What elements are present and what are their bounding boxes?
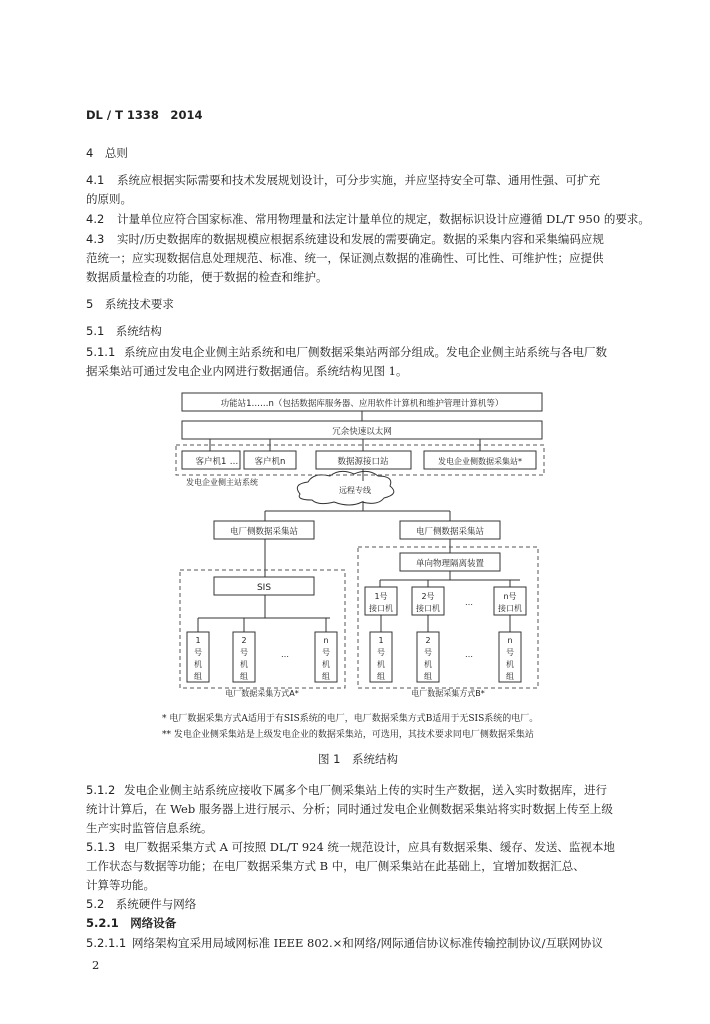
- unit-b-1-c4: 组: [377, 672, 385, 681]
- plant-station-b-label: 电厂侧数据采集站: [415, 527, 485, 537]
- mode-a-label: 电厂数据采集方式A*: [225, 689, 299, 698]
- unit-a-n-c3: 机: [322, 660, 330, 669]
- figure-note-1: * 电厂数据采集方式A适用于有SIS系统的电厂，电厂数据采集方式B适用于无SIS系统的电厂。: [162, 714, 539, 724]
- unit-a-2-c3: 机: [240, 660, 248, 669]
- unit-b-n-c2: 号: [506, 648, 514, 657]
- section-5-title: 5 系统技术要求: [86, 297, 174, 311]
- section-5-1-title: 5.1 系统结构: [86, 324, 162, 338]
- para-4-1-line-2: 的原则。: [86, 192, 132, 206]
- unit-b-2-c4: 组: [424, 672, 432, 681]
- para-4-3-line-3: 数据质量检查的功能，便于数据的检查和维护。: [86, 270, 328, 284]
- para-5-1-3-line-3: 计算等功能。: [86, 878, 155, 892]
- unit-b-1-c3: 机: [377, 660, 385, 669]
- interface-n-num: n号: [503, 592, 517, 601]
- master-system-label: 发电企业侧主站系统: [186, 478, 258, 487]
- para-5-2-1-1-number: 5.2.1.1: [86, 936, 127, 950]
- unit-a-2-c1: 2: [241, 636, 247, 645]
- para-5-1-1-line-2: 据采集站可通过发电企业内网进行数据通信。系统结构见图 1。: [86, 364, 408, 378]
- para-4-3-number: 4.3: [86, 232, 105, 246]
- standard-number: DL / T 1338 2014: [86, 108, 203, 122]
- gateway-label: 数据源接口站: [337, 457, 389, 467]
- interface-n-label: 接口机: [498, 604, 522, 613]
- figure-caption: 图 1 系统结构: [318, 752, 398, 766]
- para-5-1-3-line-2: 工作状态与数据等功能；在电厂数据采集方式 B 中，电厂侧采集站在此基础上，宜增加数据汇总、: [86, 859, 585, 873]
- section-5-2-1-title: 5.2.1 网络设备: [86, 916, 177, 930]
- page-number: 2: [92, 958, 100, 972]
- para-5-1-2-line-2: 统计计算后，在 Web 服务器上进行展示、分析；同时通过发电企业侧数据采集站将实时数据上传至上级: [86, 802, 613, 816]
- unit-b-1-c2: 号: [377, 648, 385, 657]
- figure-note-2: ** 发电企业侧采集站是上级发电企业的数据采集站，可选用，其技术要求同电厂侧数据采集站: [162, 730, 534, 740]
- unit-a-n-c4: 组: [322, 672, 330, 681]
- mode-b-label: 电厂数据采集方式B*: [411, 689, 485, 698]
- para-5-1-1-number: 5.1.1: [86, 345, 116, 359]
- unit-a-n-c2: 号: [322, 648, 330, 657]
- para-5-1-3-number: 5.1.3: [86, 840, 116, 854]
- system-structure-diagram: [0, 380, 710, 710]
- ethernet-label: 冗余快速以太网: [332, 427, 392, 437]
- unit-a-dots: …: [281, 650, 289, 659]
- para-4-2-number: 4.2: [86, 212, 105, 226]
- para-4-3-line-1: 实时/历史数据库的数据规模应根据系统建设和发展的需要确定。数据的采集内容和采集编码应规: [117, 232, 604, 246]
- section-4-title: 4 总则: [86, 146, 128, 160]
- unit-b-dots: …: [465, 650, 473, 659]
- interface-1-label: 接口机: [369, 604, 393, 613]
- unit-a-n-c1: n: [323, 636, 329, 645]
- client-n-label: 客户机n: [254, 457, 286, 467]
- unit-b-2-c1: 2: [425, 636, 431, 645]
- unit-b-2-c3: 机: [424, 660, 432, 669]
- unit-a-2-c4: 组: [240, 672, 248, 681]
- interface-2-label: 接口机: [416, 604, 440, 613]
- para-5-1-3-line-1: 电厂数据采集方式 A 可按照 DL/T 924 统一规范设计，应具有数据采集、缓存、发送、监视本地: [124, 840, 615, 854]
- cloud-label: 远程专线: [339, 486, 371, 495]
- interface-1-num: 1号: [374, 592, 388, 601]
- workstations-label: 功能站1……n（包括数据库服务器、应用软件计算机和维护管理计算机等）: [220, 399, 504, 409]
- sis-label: SIS: [256, 583, 272, 593]
- isolator-label: 单向物理隔离装置: [415, 559, 485, 569]
- para-5-2-1-1-line-1: 网络架构宜采用局域网标准 IEEE 802.×和网络/网际通信协议标准传输控制协议/互联网协议: [132, 936, 604, 950]
- client-dots: …: [229, 457, 239, 467]
- enterprise-station-label: 发电企业侧数据采集站*: [438, 457, 522, 466]
- unit-b-2-c2: 号: [424, 648, 432, 657]
- section-5-2-title: 5.2 系统硬件与网络: [86, 897, 197, 911]
- para-4-3-line-2: 范统一；应实现数据信息处理规范、标准、统一，保证测点数据的准确性、可比性、可维护性；应提供: [86, 251, 604, 265]
- unit-b-n-c4: 组: [506, 672, 514, 681]
- para-4-1-number: 4.1: [86, 173, 105, 187]
- para-5-1-1-line-1: 系统应由发电企业侧主站系统和电厂侧数据采集站两部分组成。发电企业侧主站系统与各电厂数: [124, 345, 607, 359]
- plant-station-a-label: 电厂侧数据采集站: [229, 527, 299, 537]
- unit-b-n-c3: 机: [506, 660, 514, 669]
- unit-a-1-c4: 组: [194, 672, 202, 681]
- client-1-label: 客户机1: [195, 457, 227, 467]
- para-5-1-2-number: 5.1.2: [86, 783, 116, 797]
- unit-a-2-c2: 号: [240, 648, 248, 657]
- interface-2-num: 2号: [421, 592, 435, 601]
- unit-b-n-c1: n: [507, 636, 513, 645]
- unit-a-1-c2: 号: [194, 648, 202, 657]
- interface-dots: …: [465, 598, 473, 607]
- para-5-1-2-line-3: 生产实时监管信息系统。: [86, 821, 213, 835]
- para-4-1-line-1: 系统应根据实际需要和技术发展规划设计，可分步实施，并应坚持安全可靠、通用性强、可扩充: [117, 173, 600, 187]
- para-5-1-2-line-1: 发电企业侧主站系统应接收下属多个电厂侧采集站上传的实时生产数据，送入实时数据库，进行: [124, 783, 607, 797]
- unit-b-1-c1: 1: [378, 636, 384, 645]
- para-4-2-line-1: 计量单位应符合国家标准、常用物理量和法定计量单位的规定，数据标识设计应遵循 DL/T 950 的要求。: [117, 212, 650, 226]
- unit-a-1-c1: 1: [195, 636, 201, 645]
- unit-a-1-c3: 机: [194, 660, 202, 669]
